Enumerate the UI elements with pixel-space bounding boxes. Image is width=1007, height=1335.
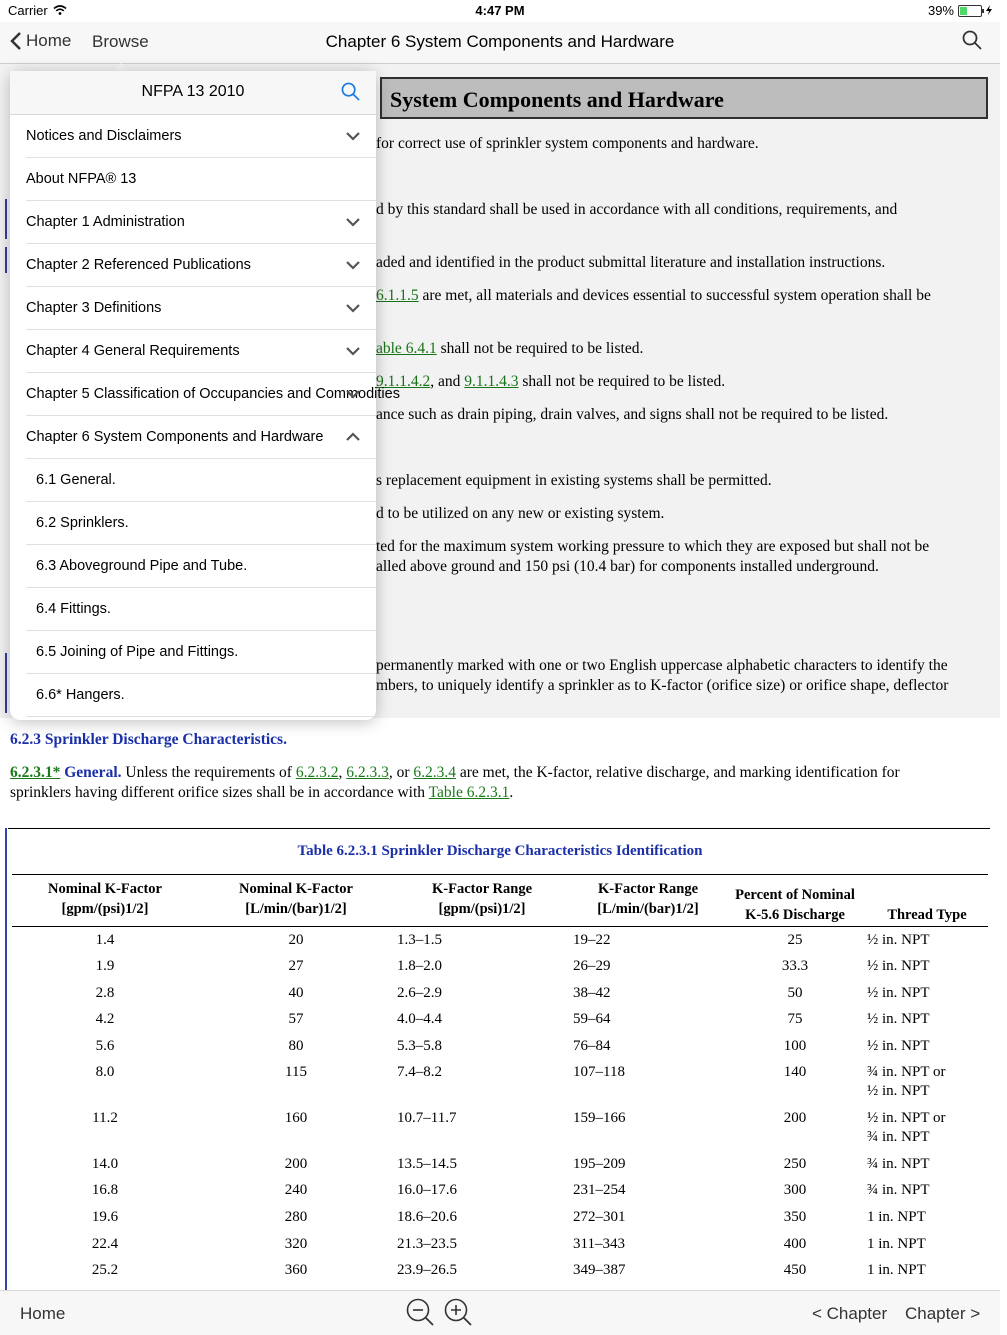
- table-rule: [12, 926, 988, 927]
- previous-chapter-button[interactable]: < Chapter: [812, 1304, 888, 1323]
- table-cell: 272–301: [573, 1209, 626, 1225]
- cross-reference-link[interactable]: 6.2.3.2: [295, 764, 339, 781]
- toc-section-item[interactable]: [26, 545, 376, 588]
- table-cell: 1.3–1.5: [397, 932, 442, 948]
- table-cell: 20: [288, 932, 304, 948]
- revision-bar: [5, 199, 7, 239]
- battery-percent: 39%: [927, 3, 954, 18]
- table-column-header-line: Percent of Nominal: [735, 887, 855, 903]
- table-cell: 350: [783, 1209, 807, 1225]
- table-column-header: [847, 885, 1007, 925]
- table-cell: 115: [285, 1064, 307, 1080]
- table-column-header-line: K-Factor Range: [432, 881, 532, 897]
- zoom-in-button[interactable]: [443, 1297, 473, 1332]
- toc-item-label: 6.2 Sprinklers.: [36, 515, 129, 531]
- table-cell: ½ in. NPT or: [867, 1110, 946, 1126]
- cross-reference-link[interactable]: 9.1.1.4.2: [376, 373, 431, 390]
- charging-icon: [986, 3, 992, 18]
- table-top-rule: [8, 828, 990, 829]
- toc-item-label: Chapter 1 Administration: [26, 214, 185, 230]
- table-cell: 13.5–14.5: [397, 1156, 457, 1172]
- table-column-header-line: [gpm/(psi)1/2]: [61, 901, 149, 917]
- table-cell: 22.4: [91, 1236, 119, 1252]
- back-button-label: Home: [26, 31, 72, 50]
- table-cell: 5.3–5.8: [397, 1038, 442, 1054]
- toc-chapter-item[interactable]: [26, 373, 400, 416]
- table-cell: 300: [783, 1182, 807, 1198]
- table-cell: ¾ in. NPT: [867, 1156, 930, 1172]
- table-cell: 400: [783, 1236, 807, 1252]
- table-cell: 159–166: [573, 1110, 626, 1126]
- toc-chapter-item[interactable]: [26, 416, 376, 459]
- table-cell-continuation: ¾ in. NPT: [867, 1129, 930, 1145]
- paragraph-line: sprinklers having different orifice sizes shall be in accordance with Table 6.2.3.1.: [10, 784, 514, 801]
- toc-item-label: Chapter 4 General Requirements: [26, 343, 240, 359]
- page-title: Chapter 6 System Components and Hardware: [325, 32, 675, 51]
- table-cell: 450: [783, 1262, 807, 1278]
- table-cell: 2.8: [95, 985, 115, 1001]
- table-cell: 360: [284, 1262, 308, 1278]
- chevron-down-icon[interactable]: [346, 216, 360, 232]
- table-cell: 160: [284, 1110, 308, 1126]
- toc-item-label: Chapter 2 Referenced Publications: [26, 257, 251, 273]
- chevron-down-icon[interactable]: [346, 130, 360, 146]
- table-cell: ½ in. NPT: [867, 1038, 930, 1054]
- table-cell: 40: [288, 985, 304, 1001]
- next-chapter-button[interactable]: Chapter >: [905, 1304, 981, 1323]
- table-column-header-line: Thread Type: [887, 907, 967, 923]
- toc-chapter-item[interactable]: [26, 201, 376, 244]
- doc-text-line: ted for the maximum system working pressure to which they are exposed but shall not be: [376, 538, 930, 555]
- popover-search-button[interactable]: [341, 82, 360, 106]
- table-cell: 140: [783, 1064, 807, 1080]
- cross-reference-link[interactable]: 6.1.1.5: [376, 287, 419, 304]
- table-cell: 4.0–4.4: [397, 1011, 442, 1027]
- table-cell: 250: [783, 1156, 807, 1172]
- table-cell: 7.4–8.2: [397, 1064, 442, 1080]
- table-column-header-line: Nominal K-Factor: [48, 881, 162, 897]
- table-cell: 107–118: [573, 1064, 625, 1080]
- table-cell: 231–254: [573, 1182, 626, 1198]
- toc-chapter-item[interactable]: [26, 115, 376, 158]
- toc-item-label: 6.5 Joining of Pipe and Fittings.: [36, 644, 239, 660]
- status-bar: [0, 0, 1000, 22]
- chevron-down-icon[interactable]: [346, 302, 360, 318]
- cross-reference-link[interactable]: 6.2.3.4: [413, 764, 457, 781]
- doc-text-line: d to be utilized on any new or existing system.: [376, 505, 665, 522]
- table-cell: 16.0–17.6: [397, 1182, 457, 1198]
- search-icon: [962, 30, 982, 50]
- table-cell: 33.3: [781, 958, 809, 974]
- toc-chapter-item[interactable]: [26, 287, 376, 330]
- table-cell: 16.8: [91, 1182, 119, 1198]
- table-cell: 26–29: [573, 958, 611, 974]
- subsection-heading: 6.2.3 Sprinkler Discharge Characteristics.: [10, 731, 287, 748]
- cross-reference-link[interactable]: 9.1.1.4.3: [464, 373, 519, 390]
- toc-item-label: 6.4 Fittings.: [36, 601, 111, 617]
- doc-text-line: d by this standard shall be used in accordance with all conditions, requirements, and: [376, 201, 898, 218]
- table-column-header-line: K-Factor Range: [598, 881, 698, 897]
- paragraph-line: 6.2.3.1* General. Unless the requirements of 6.2.3.2, 6.2.3.3, or 6.2.3.4 are met, the K-factor, relative discharge, and marking identification for: [10, 764, 900, 781]
- doc-text-line: aded and identified in the product submittal literature and installation instructions.: [376, 254, 886, 271]
- table-cell: ¾ in. NPT: [867, 1182, 930, 1198]
- status-time: 4:47 PM: [475, 3, 525, 18]
- carrier-label: Carrier: [8, 3, 48, 18]
- table-column-header: [402, 879, 562, 919]
- table-cell: 50: [787, 985, 803, 1001]
- table-cell: 280: [284, 1209, 308, 1225]
- table-column-header-line: [gpm/(psi)1/2]: [438, 901, 526, 917]
- table-cell: 10.7–11.7: [397, 1110, 457, 1126]
- table-cell: 5.6: [95, 1038, 115, 1054]
- table-cell: 1.8–2.0: [397, 958, 442, 974]
- table-column-header-line: [847, 885, 1007, 905]
- popover-title: NFPA 13 2010: [141, 83, 245, 100]
- table-cell: ¾ in. NPT or: [867, 1064, 946, 1080]
- bottom-toolbar: [0, 1290, 1000, 1335]
- doc-text-line: 6.1.1.5 are met, all materials and devices essential to successful system operation shall be: [376, 287, 931, 304]
- table-cell: 240: [284, 1182, 308, 1198]
- table-cell: 23.9–26.5: [397, 1262, 457, 1278]
- table-cell: 4.2: [95, 1011, 115, 1027]
- chevron-down-icon[interactable]: [346, 345, 360, 361]
- table-cell: 1 in. NPT: [867, 1262, 926, 1278]
- table-cell: 2.6–2.9: [397, 985, 442, 1001]
- doc-text-line: for correct use of sprinkler system components and hardware.: [376, 135, 759, 152]
- cross-reference-link[interactable]: 6.2.3.3: [346, 764, 389, 781]
- toc-item-label: Notices and Disclaimers: [26, 128, 182, 144]
- zoom-in-icon: [443, 1297, 473, 1327]
- table-cell: 195–209: [573, 1156, 626, 1172]
- toc-item-label: Chapter 6 System Components and Hardware: [26, 429, 324, 445]
- cross-reference-link[interactable]: able 6.4.1: [376, 340, 437, 357]
- table-cell: 21.3–23.5: [397, 1236, 457, 1252]
- battery-icon: [958, 5, 982, 17]
- doc-text-line: mbers, to uniquely identify a sprinkler as to K-factor (orifice size) or orifice shape, deflector: [376, 677, 949, 694]
- zoom-out-button[interactable]: [405, 1297, 435, 1332]
- zoom-out-icon: [405, 1297, 435, 1327]
- table-cell: 1 in. NPT: [867, 1209, 926, 1225]
- table-cell: 1.9: [95, 958, 115, 974]
- table-column-header-line: Nominal K-Factor: [239, 881, 353, 897]
- toc-chapter-item[interactable]: [26, 330, 376, 373]
- doc-text-line: able 6.4.1 shall not be required to be listed.: [376, 340, 644, 357]
- table-cell: 311–343: [573, 1236, 625, 1252]
- paragraph-heading: General.: [64, 764, 122, 781]
- table-cell: 80: [288, 1038, 304, 1054]
- section-heading: System Components and Hardware: [380, 77, 988, 119]
- table-cell: 8.0: [95, 1064, 115, 1080]
- table-cell: 25.2: [91, 1262, 119, 1278]
- table-cell: 200: [284, 1156, 308, 1172]
- table-cell: ½ in. NPT: [867, 1011, 930, 1027]
- toc-section-item[interactable]: [26, 502, 376, 545]
- table-cell: 100: [783, 1038, 807, 1054]
- revision-bar: [5, 247, 7, 273]
- table-cell: ½ in. NPT: [867, 985, 930, 1001]
- revision-bar: [5, 653, 7, 713]
- toc-item-label: Chapter 5 Classification of Occupancies and Commodities: [26, 386, 400, 402]
- toc-section-item[interactable]: [26, 588, 376, 631]
- table-cell: 14.0: [91, 1156, 119, 1172]
- table-cell: 1.4: [95, 932, 115, 948]
- table-cell: 320: [284, 1236, 308, 1252]
- toc-section-item[interactable]: [26, 631, 376, 674]
- toc-item-label: 6.6* Hangers.: [36, 687, 125, 703]
- table-cell: 200: [783, 1110, 807, 1126]
- table-rule: [12, 874, 988, 875]
- table-cell: 19.6: [91, 1209, 119, 1225]
- table-column-header: [568, 879, 728, 919]
- doc-text-line: alled above ground and 150 psi (10.4 bar) for components installed underground.: [376, 558, 879, 575]
- table-cell: 1 in. NPT: [867, 1236, 926, 1252]
- table-cell: 27: [288, 958, 304, 974]
- home-button[interactable]: Home: [20, 1304, 66, 1323]
- toc-item-label: About NFPA® 13: [26, 171, 137, 187]
- toc-item-label: 6.1 General.: [36, 472, 116, 488]
- doc-text-line: permanently marked with one or two English uppercase alphabetic characters to identify the: [376, 657, 948, 674]
- doc-text-line: ance such as drain piping, drain valves, and signs shall not be required to be listed.: [376, 406, 889, 423]
- popover-header: [10, 71, 376, 115]
- chevron-down-icon[interactable]: [346, 259, 360, 275]
- doc-text-line: s replacement equipment in existing systems shall be permitted.: [376, 472, 772, 489]
- navigation-bar: [0, 22, 1000, 64]
- table-cell: 19–22: [573, 932, 611, 948]
- table-cell: 349–387: [573, 1262, 626, 1278]
- browse-button[interactable]: Browse: [92, 32, 149, 51]
- table-cell: ½ in. NPT: [867, 932, 930, 948]
- toc-item-label: Chapter 3 Definitions: [26, 300, 162, 316]
- table-cell: 38–42: [573, 985, 611, 1001]
- table-cell: 18.6–20.6: [397, 1209, 457, 1225]
- table-cell-continuation: ½ in. NPT: [867, 1083, 930, 1099]
- table-link[interactable]: Table 6.2.3.1: [428, 784, 510, 801]
- table-cell: 76–84: [573, 1038, 611, 1054]
- table-cell: 57: [288, 1011, 304, 1027]
- table-column-header-line: K-5.6 Discharge: [745, 907, 845, 923]
- search-button[interactable]: [962, 30, 982, 55]
- search-icon: [341, 82, 360, 101]
- table-cell: 59–64: [573, 1011, 611, 1027]
- toc-chapter-item[interactable]: [26, 158, 376, 201]
- table-cell: ½ in. NPT: [867, 958, 930, 974]
- table-column-header: [25, 879, 185, 919]
- table-title: Table 6.2.3.1 Sprinkler Discharge Characteristics Identification: [297, 843, 703, 859]
- toc-chapter-item[interactable]: [26, 244, 376, 287]
- paragraph-number-link[interactable]: 6.2.3.1*: [10, 764, 61, 781]
- table-column-header: [216, 879, 376, 919]
- doc-text-line: 9.1.1.4.2, and 9.1.1.4.3 shall not be required to be listed.: [376, 373, 726, 390]
- table-cell: 11.2: [92, 1110, 118, 1126]
- table-column-header-line: [L/min/(bar)1/2]: [245, 901, 347, 917]
- toc-item-label: 6.3 Aboveground Pipe and Tube.: [36, 558, 248, 574]
- table-column-header-line: [L/min/(bar)1/2]: [597, 901, 699, 917]
- table-cell: 75: [787, 1011, 803, 1027]
- toc-section-item[interactable]: [26, 674, 376, 717]
- chevron-down-icon[interactable]: [346, 388, 360, 404]
- toc-section-item[interactable]: [26, 459, 376, 502]
- table-cell: 25: [787, 932, 803, 948]
- chevron-up-icon[interactable]: [346, 431, 360, 447]
